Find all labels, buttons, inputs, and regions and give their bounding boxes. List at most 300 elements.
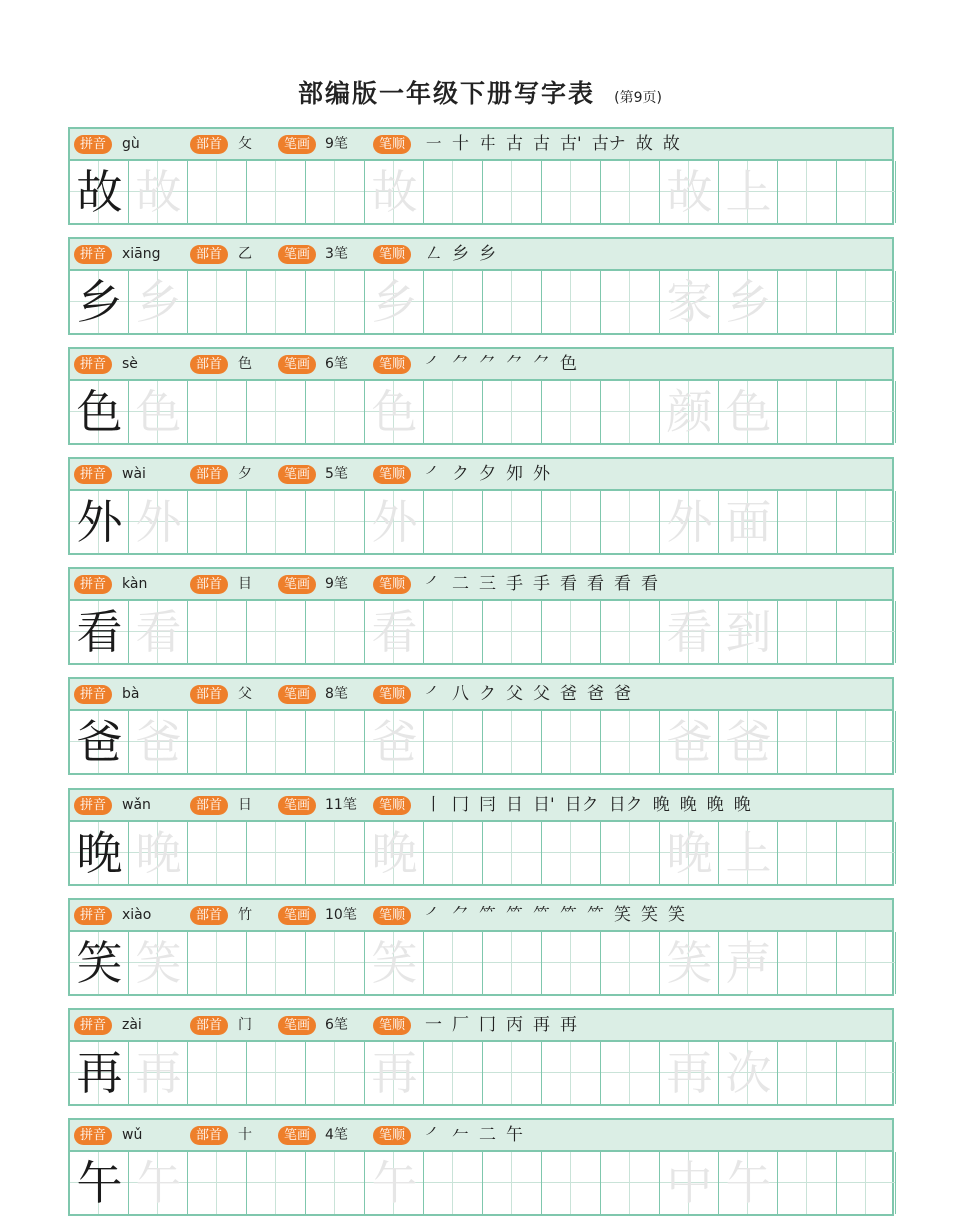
char-block <box>68 347 894 445</box>
trace-character: 爸 <box>371 715 418 769</box>
stroke-count-value: 6笔 <box>325 1017 348 1033</box>
word-character: 外 <box>666 495 713 549</box>
trace-character: 午 <box>371 1156 418 1210</box>
radical-value: 乙 <box>238 246 252 262</box>
stroke-step: 色 <box>560 354 577 374</box>
word-character: 故 <box>666 165 713 219</box>
stroke-step: 故 <box>635 134 653 154</box>
grid-cell <box>719 381 778 443</box>
grid-cell <box>424 932 483 994</box>
grid-cell <box>70 271 129 333</box>
practice-grid <box>70 491 892 553</box>
char-block <box>68 567 894 665</box>
trace-character: 故 <box>371 165 418 219</box>
trace-character: 故 <box>135 165 182 219</box>
word-character: 家 <box>666 275 713 329</box>
grid-cell <box>70 491 129 553</box>
pinyin-label: 拼音 <box>74 1016 112 1035</box>
trace-character: 笑 <box>371 936 418 990</box>
stroke-step: 笑 <box>641 905 658 925</box>
grid-cell <box>365 381 424 443</box>
word-character: 颜 <box>666 385 713 439</box>
word-character: 再 <box>666 1046 713 1100</box>
grid-cell <box>129 1042 188 1104</box>
grid-cell <box>424 161 483 223</box>
grid-cell <box>483 601 542 663</box>
info-bar <box>70 569 892 601</box>
stroke-step: 日 <box>506 795 523 815</box>
grid-cell <box>188 1042 247 1104</box>
grid-cell <box>601 161 660 223</box>
pinyin-label: 拼音 <box>74 135 112 154</box>
grid-cell <box>129 822 188 884</box>
radical-value: 门 <box>238 1017 252 1033</box>
grid-cell <box>365 932 424 994</box>
stroke-order <box>425 682 641 706</box>
grid-cell <box>542 601 601 663</box>
stroke-step: 一 <box>425 1015 442 1035</box>
word-character: 到 <box>725 605 772 659</box>
pinyin-value: bà <box>122 686 140 702</box>
grid-cell <box>129 381 188 443</box>
grid-cell <box>778 1042 837 1104</box>
trace-character: 午 <box>135 1156 182 1210</box>
grid-cell <box>129 491 188 553</box>
radical-value: 攵 <box>238 136 252 152</box>
grid-cell <box>188 161 247 223</box>
trace-character: 笑 <box>135 936 182 990</box>
practice-grid <box>70 711 892 773</box>
stroke-step: 爸 <box>560 684 577 704</box>
pinyin-label: 拼音 <box>74 796 112 815</box>
grid-cell <box>424 1042 483 1104</box>
grid-cell <box>719 1152 778 1214</box>
grid-cell <box>424 1152 483 1214</box>
stroke-count-label: 笔画 <box>278 245 316 264</box>
stroke-step: 再 <box>533 1015 550 1035</box>
stroke-step: ク <box>479 684 496 704</box>
practice-grid <box>70 1152 892 1214</box>
stroke-count-value: 9笔 <box>325 576 348 592</box>
grid-cell <box>719 932 778 994</box>
stroke-count-label: 笔画 <box>278 906 316 925</box>
grid-cell <box>542 1152 601 1214</box>
pinyin-label: 拼音 <box>74 1126 112 1145</box>
stroke-step: 古 <box>533 134 550 154</box>
grid-cell <box>424 271 483 333</box>
stroke-step: ⺈ <box>506 354 523 374</box>
grid-cell <box>778 932 837 994</box>
stroke-count-value: 10笔 <box>325 907 357 923</box>
info-bar <box>70 459 892 491</box>
stroke-step: 看 <box>614 574 631 594</box>
radical-label: 部首 <box>190 465 228 484</box>
stroke-order <box>425 903 695 927</box>
stroke-step: 午 <box>506 1125 523 1145</box>
stroke-step: 夘 <box>506 464 523 484</box>
word-character: 中 <box>666 1156 713 1210</box>
grid-cell <box>247 381 306 443</box>
stroke-step: ⺈ <box>533 354 550 374</box>
stroke-step: 古ナ <box>591 134 626 154</box>
char-block <box>68 898 894 996</box>
grid-cell <box>660 1152 719 1214</box>
stroke-step: 乡 <box>452 244 469 264</box>
pinyin-value: kàn <box>122 576 148 592</box>
grid-cell <box>837 601 896 663</box>
grid-cell <box>247 601 306 663</box>
grid-cell <box>306 1042 365 1104</box>
char-block <box>68 127 894 225</box>
stroke-step: 晚 <box>679 795 697 815</box>
grid-cell <box>306 822 365 884</box>
word-character: 晚 <box>666 826 713 880</box>
stroke-count-value: 9笔 <box>325 136 348 152</box>
stroke-step: 外 <box>533 464 550 484</box>
radical-label: 部首 <box>190 1016 228 1035</box>
stroke-step: 看 <box>641 574 658 594</box>
stroke-order-label: 笔顺 <box>373 1016 411 1035</box>
info-bar <box>70 790 892 822</box>
grid-cell <box>247 822 306 884</box>
word-character: 爸 <box>725 715 772 769</box>
stroke-count-value: 8笔 <box>325 686 348 702</box>
stroke-order-label: 笔顺 <box>373 575 411 594</box>
model-character: 晚 <box>76 826 123 880</box>
stroke-step: ㇒ <box>425 684 442 704</box>
grid-cell <box>188 822 247 884</box>
stroke-step: 厂 <box>452 1015 469 1035</box>
stroke-step: ク <box>452 464 469 484</box>
info-bar <box>70 679 892 711</box>
grid-cell <box>129 161 188 223</box>
grid-cell <box>306 491 365 553</box>
grid-cell <box>778 161 837 223</box>
stroke-step: 看 <box>587 574 604 594</box>
stroke-step: ⺮ <box>533 905 550 925</box>
pinyin-label: 拼音 <box>74 465 112 484</box>
grid-cell <box>424 601 483 663</box>
stroke-order <box>425 132 690 156</box>
grid-cell <box>129 932 188 994</box>
pinyin-value: sè <box>122 356 138 372</box>
stroke-order-label: 笔顺 <box>373 685 411 704</box>
stroke-step: 再 <box>560 1015 577 1035</box>
trace-character: 晚 <box>371 826 418 880</box>
grid-cell <box>778 711 837 773</box>
pinyin-label: 拼音 <box>74 906 112 925</box>
pinyin-value: wǎn <box>122 797 151 813</box>
grid-cell <box>483 1042 542 1104</box>
stroke-order <box>425 1123 533 1147</box>
grid-cell <box>365 1042 424 1104</box>
grid-cell <box>542 271 601 333</box>
pinyin-value: zài <box>122 1017 142 1033</box>
grid-cell <box>365 601 424 663</box>
stroke-step: 爸 <box>614 684 631 704</box>
grid-cell <box>660 601 719 663</box>
pinyin-label: 拼音 <box>74 245 112 264</box>
grid-cell <box>70 1152 129 1214</box>
radical-label: 部首 <box>190 575 228 594</box>
stroke-step: 父 <box>506 684 523 704</box>
grid-cell <box>601 601 660 663</box>
stroke-step: ㇒ <box>425 1125 442 1145</box>
char-block <box>68 1118 894 1216</box>
stroke-step: 丨 <box>425 795 442 815</box>
stroke-order-label: 笔顺 <box>373 135 411 154</box>
model-character: 色 <box>76 385 123 439</box>
grid-cell <box>483 271 542 333</box>
grid-cell <box>660 932 719 994</box>
grid-cell <box>188 601 247 663</box>
grid-cell <box>129 601 188 663</box>
practice-grid <box>70 271 892 333</box>
grid-cell <box>129 1152 188 1214</box>
grid-cell <box>188 932 247 994</box>
grid-cell <box>719 822 778 884</box>
trace-character: 色 <box>135 385 182 439</box>
stroke-step: ⺈ <box>452 354 469 374</box>
info-bar <box>70 349 892 381</box>
grid-cell <box>365 822 424 884</box>
stroke-count-value: 6笔 <box>325 356 348 372</box>
char-block <box>68 457 894 555</box>
stroke-step: 冂 <box>479 1015 496 1035</box>
trace-character: 乡 <box>135 275 182 329</box>
grid-cell <box>719 711 778 773</box>
grid-cell <box>542 822 601 884</box>
grid-cell <box>70 711 129 773</box>
grid-cell <box>70 822 129 884</box>
pinyin-value: wài <box>122 466 146 482</box>
practice-grid <box>70 161 892 223</box>
info-bar <box>70 129 892 161</box>
grid-cell <box>601 1152 660 1214</box>
word-character: 上 <box>725 165 772 219</box>
grid-cell <box>247 491 306 553</box>
model-character: 笑 <box>76 936 123 990</box>
grid-cell <box>247 271 306 333</box>
stroke-step: 冂 <box>452 795 469 815</box>
stroke-step: 古 <box>506 134 523 154</box>
stroke-step: 晚 <box>652 795 670 815</box>
pinyin-value: xiāng <box>122 246 161 262</box>
stroke-step: 晚 <box>706 795 724 815</box>
grid-cell <box>70 601 129 663</box>
char-block <box>68 677 894 775</box>
grid-cell <box>660 271 719 333</box>
grid-cell <box>601 381 660 443</box>
page-title: 部编版一年级下册写字表 <box>298 79 596 108</box>
grid-cell <box>601 822 660 884</box>
pinyin-value: gù <box>122 136 140 152</box>
grid-cell <box>188 491 247 553</box>
stroke-order <box>425 1013 587 1037</box>
stroke-count-label: 笔画 <box>278 575 316 594</box>
word-character: 爸 <box>666 715 713 769</box>
stroke-order-label: 笔顺 <box>373 1126 411 1145</box>
stroke-order-label: 笔顺 <box>373 796 411 815</box>
stroke-step: 三 <box>479 574 496 594</box>
grid-cell <box>306 601 365 663</box>
word-character: 面 <box>725 495 772 549</box>
grid-cell <box>483 822 542 884</box>
grid-cell <box>719 161 778 223</box>
stroke-step: ㇒ <box>425 354 442 374</box>
char-block <box>68 788 894 886</box>
grid-cell <box>660 711 719 773</box>
radical-label: 部首 <box>190 685 228 704</box>
trace-character: 爸 <box>135 715 182 769</box>
grid-cell <box>188 711 247 773</box>
grid-cell <box>306 1152 365 1214</box>
radical-value: 日 <box>238 797 252 813</box>
grid-cell <box>719 601 778 663</box>
trace-character: 外 <box>135 495 182 549</box>
grid-cell <box>70 932 129 994</box>
grid-cell <box>601 1042 660 1104</box>
word-character: 上 <box>725 826 772 880</box>
stroke-count-label: 笔画 <box>278 465 316 484</box>
info-bar <box>70 239 892 271</box>
grid-cell <box>719 1042 778 1104</box>
stroke-step: ⺮ <box>479 905 496 925</box>
radical-label: 部首 <box>190 135 228 154</box>
stroke-count-value: 11笔 <box>325 797 357 813</box>
grid-cell <box>247 932 306 994</box>
grid-cell <box>601 932 660 994</box>
grid-cell <box>837 1152 896 1214</box>
stroke-step: ⺮ <box>560 905 577 925</box>
grid-cell <box>660 1042 719 1104</box>
model-character: 乡 <box>76 275 123 329</box>
stroke-step: 看 <box>560 574 577 594</box>
stroke-step: 笑 <box>614 905 631 925</box>
stroke-step: 八 <box>452 684 469 704</box>
stroke-order-label: 笔顺 <box>373 465 411 484</box>
trace-character: 晚 <box>135 826 182 880</box>
grid-cell <box>70 1042 129 1104</box>
radical-label: 部首 <box>190 796 228 815</box>
grid-cell <box>837 932 896 994</box>
word-character: 午 <box>725 1156 772 1210</box>
model-character: 故 <box>76 165 123 219</box>
grid-cell <box>365 1152 424 1214</box>
grid-cell <box>601 711 660 773</box>
practice-grid <box>70 601 892 663</box>
grid-cell <box>601 491 660 553</box>
stroke-count-label: 笔画 <box>278 135 316 154</box>
char-block <box>68 1008 894 1106</box>
trace-character: 乡 <box>371 275 418 329</box>
grid-cell <box>542 932 601 994</box>
radical-value: 目 <box>238 576 252 592</box>
stroke-count-label: 笔画 <box>278 1016 316 1035</box>
stroke-step: 二 <box>479 1125 496 1145</box>
word-character: 看 <box>666 605 713 659</box>
radical-label: 部首 <box>190 355 228 374</box>
grid-cell <box>719 491 778 553</box>
pinyin-label: 拼音 <box>74 685 112 704</box>
stroke-count-label: 笔画 <box>278 1126 316 1145</box>
radical-value: 十 <box>238 1127 252 1143</box>
page-number: (第9页) <box>614 90 662 106</box>
trace-character: 色 <box>371 385 418 439</box>
stroke-step: ⺈ <box>452 905 469 925</box>
grid-cell <box>483 381 542 443</box>
stroke-step: ⺈ <box>479 354 496 374</box>
stroke-step: 故 <box>662 134 680 154</box>
grid-cell <box>365 161 424 223</box>
practice-grid <box>70 381 892 443</box>
model-character: 爸 <box>76 715 123 769</box>
stroke-step: 𠂉 <box>452 1125 469 1145</box>
stroke-count-label: 笔画 <box>278 796 316 815</box>
radical-value: 竹 <box>238 907 252 923</box>
practice-grid <box>70 822 892 884</box>
word-character: 次 <box>725 1046 772 1100</box>
grid-cell <box>424 491 483 553</box>
grid-cell <box>542 381 601 443</box>
grid-cell <box>542 1042 601 1104</box>
stroke-step: 古' <box>560 134 582 154</box>
grid-cell <box>837 822 896 884</box>
grid-cell <box>306 932 365 994</box>
grid-cell <box>424 711 483 773</box>
grid-cell <box>306 271 365 333</box>
grid-cell <box>483 711 542 773</box>
trace-character: 看 <box>135 605 182 659</box>
grid-cell <box>188 271 247 333</box>
stroke-step: 父 <box>533 684 550 704</box>
info-bar <box>70 1010 892 1042</box>
model-character: 外 <box>76 495 123 549</box>
radical-value: 父 <box>238 686 252 702</box>
radical-value: 夕 <box>238 466 252 482</box>
stroke-order <box>425 352 587 376</box>
stroke-step: 日ク <box>564 795 599 815</box>
stroke-step: 夕 <box>479 464 496 484</box>
radical-value: 色 <box>238 356 252 372</box>
practice-grid <box>70 932 892 994</box>
grid-cell <box>188 1152 247 1214</box>
stroke-step: 十 <box>452 134 469 154</box>
grid-cell <box>778 381 837 443</box>
stroke-step: ㇒ <box>425 464 442 484</box>
radical-label: 部首 <box>190 906 228 925</box>
model-character: 午 <box>76 1156 123 1210</box>
stroke-step: 笑 <box>668 905 685 925</box>
stroke-order <box>425 793 761 817</box>
grid-cell <box>837 381 896 443</box>
grid-cell <box>660 381 719 443</box>
grid-cell <box>778 271 837 333</box>
grid-cell <box>247 1152 306 1214</box>
stroke-order-label: 笔顺 <box>373 355 411 374</box>
pinyin-value: xiào <box>122 907 152 923</box>
grid-cell <box>719 271 778 333</box>
grid-cell <box>424 822 483 884</box>
grid-cell <box>837 161 896 223</box>
stroke-step: 爸 <box>587 684 604 704</box>
grid-cell <box>837 711 896 773</box>
pinyin-label: 拼音 <box>74 575 112 594</box>
pinyin-label: 拼音 <box>74 355 112 374</box>
stroke-step: ㇜ <box>425 244 442 264</box>
word-character: 色 <box>725 385 772 439</box>
grid-cell <box>778 1152 837 1214</box>
